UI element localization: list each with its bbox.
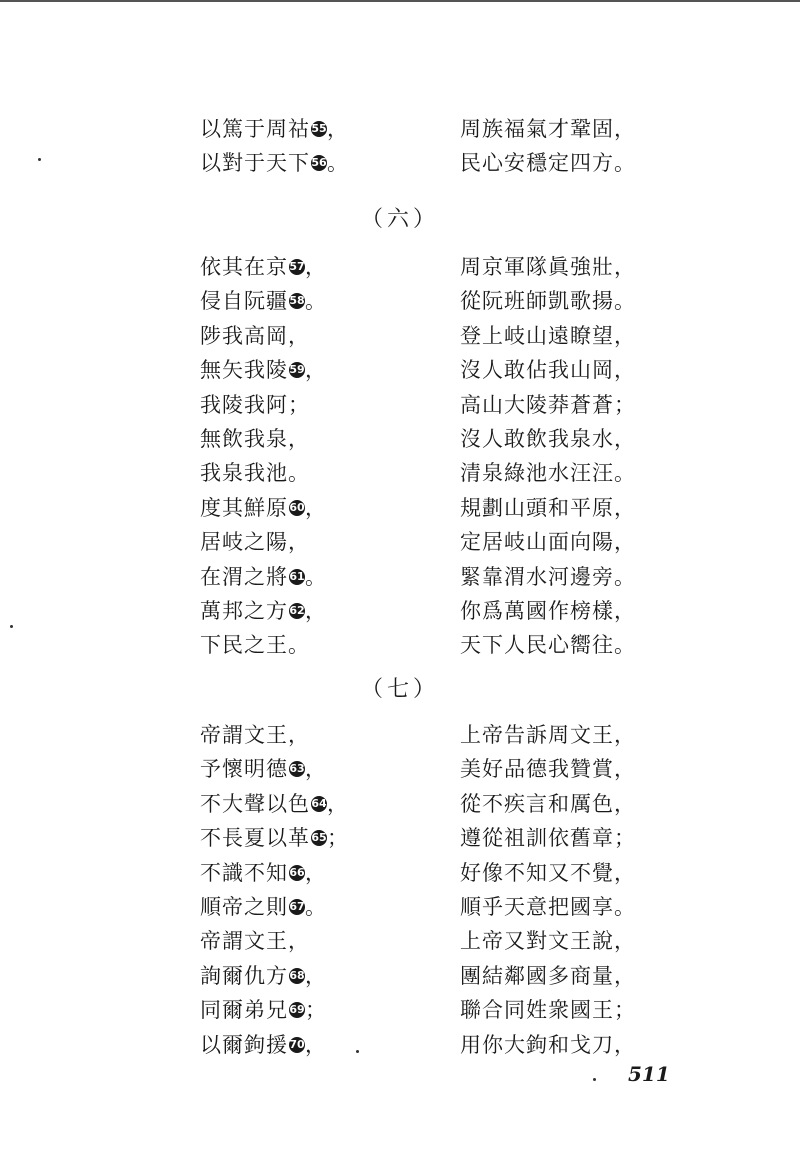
original-text: 我陵我阿； (200, 392, 310, 417)
original-verse (200, 752, 327, 786)
verse-line (0, 491, 800, 525)
verse-block-section-6 (0, 250, 800, 663)
verse-line (0, 752, 800, 786)
translation-verse: 美好品德我贊賞， (460, 757, 636, 782)
verse-line (0, 993, 800, 1027)
original-text: 度其鮮原 (200, 495, 288, 520)
verse-block-continuation (0, 112, 800, 181)
footnote-marker: 62 (289, 603, 305, 617)
verse-line (0, 353, 800, 387)
punctuation: 。 (305, 564, 327, 589)
original-text: 下民之王。 (200, 633, 310, 658)
punctuation: ， (305, 495, 327, 520)
translation-verse: 好像不知又不覺， (460, 860, 636, 885)
translation-verse: 順乎天意把國享。 (460, 894, 636, 919)
footnote-marker: 65 (311, 831, 327, 845)
verse-block-section-7 (0, 718, 800, 1062)
punctuation: 。 (327, 151, 349, 176)
punctuation: ； (305, 998, 327, 1023)
translation-verse: 沒人敢佔我山岡， (460, 358, 636, 383)
verse-line (0, 146, 800, 180)
footnote-marker: 69 (289, 1003, 305, 1017)
original-text: 詢爾仇方 (200, 963, 288, 988)
original-verse (200, 821, 349, 855)
translation-verse: 清泉綠池水汪汪。 (460, 461, 636, 486)
original-verse (200, 284, 327, 318)
original-text: 順帝之則 (200, 894, 288, 919)
original-verse (200, 594, 327, 628)
footnote-marker: 58 (289, 294, 305, 308)
translation-verse: 上帝告訴周文王， (460, 723, 636, 747)
translation-verse: 規劃山頭和平原， (460, 495, 636, 520)
translation-verse: 沒人敢飲我泉水， (460, 426, 636, 451)
original-verse (200, 112, 349, 146)
section-heading-7: （七） (360, 677, 439, 702)
verse-line (0, 594, 800, 628)
punctuation: ， (305, 860, 327, 885)
original-verse (200, 525, 310, 559)
translation-verse: 登上岐山遠瞭望， (460, 323, 636, 348)
punctuation: ， (305, 255, 327, 279)
page-top-border (0, 0, 800, 2)
punctuation: ， (305, 1032, 327, 1057)
footnote-marker: 61 (289, 569, 305, 583)
original-verse (200, 456, 310, 490)
original-text: 以爾鉤援 (200, 1032, 288, 1057)
original-text: 帝謂文王， (200, 723, 310, 747)
translation-verse: 定居岐山面向陽， (460, 530, 636, 555)
original-text: 不長夏以革 (200, 826, 310, 851)
original-verse (200, 319, 310, 353)
verse-line (0, 1028, 800, 1062)
verse-line (0, 924, 800, 958)
page-number: 511 (628, 1062, 670, 1086)
translation-verse: 遵從祖訓依舊章； (460, 826, 636, 851)
translation-verse: 團結鄰國多商量， (460, 963, 636, 988)
translation-verse: 民心安穩定四方。 (460, 151, 636, 176)
original-verse (200, 993, 327, 1027)
original-verse (200, 628, 310, 662)
original-verse (200, 890, 327, 924)
original-verse (200, 422, 310, 456)
original-text: 依其在京 (200, 255, 288, 279)
original-text: 予懷明德 (200, 757, 288, 782)
verse-line (0, 718, 800, 752)
translation-verse: 天下人民心嚮往。 (460, 633, 636, 658)
footnote-marker: 68 (289, 968, 305, 982)
footnote-marker: 60 (289, 500, 305, 514)
punctuation: ， (327, 117, 349, 141)
footnote-marker: 56 (311, 156, 327, 170)
original-verse (200, 491, 327, 525)
verse-line (0, 422, 800, 456)
footnote-marker: 59 (289, 363, 305, 377)
original-verse (200, 388, 310, 422)
translation-verse: 周族福氣才鞏固， (460, 117, 636, 141)
verse-line (0, 856, 800, 890)
original-verse (200, 353, 327, 387)
original-text: 以篤于周祜 (200, 117, 310, 141)
original-verse (200, 856, 327, 890)
punctuation: ， (305, 598, 327, 623)
translation-verse: 聯合同姓衆國王； (460, 998, 636, 1023)
translation-verse: 上帝又對文王說， (460, 929, 636, 954)
original-text: 居岐之陽， (200, 530, 310, 555)
verse-line (0, 319, 800, 353)
original-text: 不大聲以色 (200, 791, 310, 816)
footnote-marker: 55 (311, 122, 327, 135)
original-verse (200, 924, 310, 958)
translation-verse: 緊靠渭水河邊旁。 (460, 564, 636, 589)
original-text: 不識不知 (200, 860, 288, 885)
section-heading-6: （六） (360, 207, 439, 232)
original-verse (200, 146, 349, 180)
punctuation: 。 (305, 289, 327, 314)
verse-line (0, 456, 800, 490)
verse-line (0, 628, 800, 662)
verse-line (0, 388, 800, 422)
footnote-marker: 63 (289, 762, 305, 776)
translation-verse: 高山大陵莽蒼蒼； (460, 392, 636, 417)
verse-line (0, 525, 800, 559)
footnote-marker: 66 (289, 865, 305, 879)
verse-line (0, 112, 800, 146)
translation-verse: 你爲萬國作榜樣， (460, 598, 636, 623)
original-text: 同爾弟兄 (200, 998, 288, 1023)
original-text: 以對于天下 (200, 151, 310, 176)
original-text: 陟我高岡， (200, 323, 310, 348)
punctuation: ， (305, 757, 327, 782)
original-text: 我泉我池。 (200, 461, 310, 486)
original-verse (200, 250, 327, 284)
original-verse (200, 959, 327, 993)
translation-verse: 從阮班師凱歌揚。 (460, 289, 636, 314)
original-verse (200, 560, 327, 594)
original-text: 帝謂文王， (200, 929, 310, 954)
translation-verse: 用你大鉤和戈刀， (460, 1032, 636, 1057)
punctuation: ， (327, 791, 349, 816)
original-text: 侵自阮疆 (200, 289, 288, 314)
original-text: 無矢我陵 (200, 358, 288, 383)
footnote-marker: 70 (289, 1037, 305, 1051)
verse-line (0, 890, 800, 924)
original-verse (200, 787, 349, 821)
scan-speck (593, 1078, 596, 1081)
footnote-marker: 67 (289, 899, 305, 913)
verse-line (0, 787, 800, 821)
verse-line (0, 284, 800, 318)
original-verse (200, 1028, 327, 1062)
original-text: 在渭之將 (200, 564, 288, 589)
translation-verse: 從不疾言和厲色， (460, 791, 636, 816)
original-text: 萬邦之方 (200, 598, 288, 623)
original-verse (200, 718, 310, 752)
verse-line (0, 560, 800, 594)
footnote-marker: 57 (289, 260, 305, 273)
punctuation: ， (305, 358, 327, 383)
punctuation: 。 (305, 894, 327, 919)
verse-line (0, 821, 800, 855)
footnote-marker: 64 (311, 796, 327, 810)
verse-line (0, 250, 800, 284)
original-text: 無飲我泉， (200, 426, 310, 451)
verse-line (0, 959, 800, 993)
punctuation: ， (305, 963, 327, 988)
punctuation: ； (327, 826, 349, 851)
translation-verse: 周京軍隊眞強壯， (460, 255, 636, 279)
